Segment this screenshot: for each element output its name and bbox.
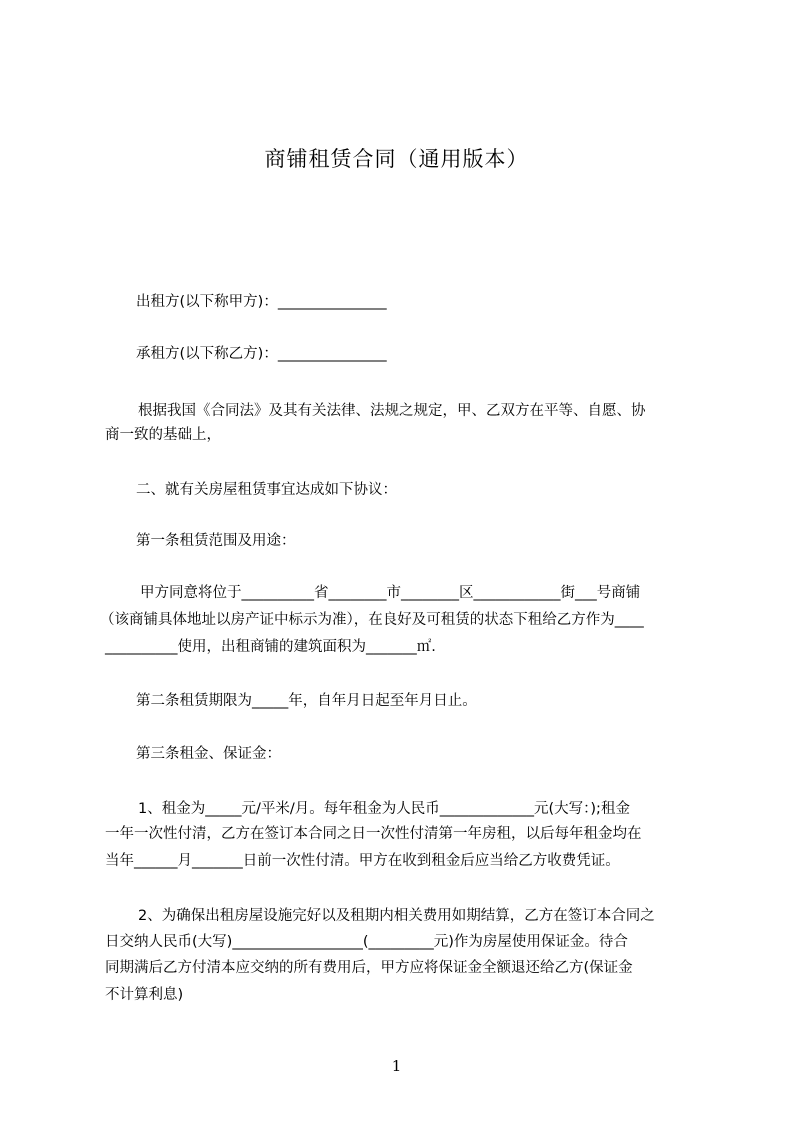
rent-clause-line-2: 一年一次性付清，乙方在签订本合同之日一次性付清第一年房租，以后每年租金均在 [105,826,642,842]
lessor-line: 出租方(以下称甲方)：_______________ [136,294,387,310]
rent-clause-line-3: 当年______月_______日前一次性付清。甲方在收到租金后应当给乙方收费凭证。 [105,853,620,869]
article-one-line-2: （该商铺具体地址以房产证中标示为准），在良好及可租赁的状态下租给乙方作为____ [100,612,644,628]
deposit-clause-line-4: 不计算利息) [105,987,184,1003]
deposit-clause-line-2: 日交纳人民币(大写)__________________(_________元)作为房屋使用保证金。待合 [105,934,628,950]
document-title: 商铺租赁合同（通用版本） [264,147,529,171]
section-two-heading: 二、就有关房屋租赁事宜达成如下协议： [136,482,397,498]
preamble-line-1: 根据我国《合同法》及其有关法律、法规之规定，甲、乙双方在平等、自愿、协 [138,403,646,419]
rent-clause-line-1: 1、租金为_____元/平米/月。每年租金为人民币_____________元(大写：);租金 [138,801,630,817]
deposit-clause-line-3: 同期满后乙方付清本应交纳的所有费用后，甲方应将保证金全额退还给乙方(保证金 [105,960,633,976]
article-two-line: 第二条租赁期限为_____年，自年月日起至年月日止。 [136,693,477,709]
preamble-line-2: 商一致的基础上， [105,427,221,443]
article-one-line-3: __________使用，出租商铺的建筑面积为_______㎡. [105,639,436,655]
page-number: 1 [391,1057,402,1075]
lessee-line: 承租方(以下称乙方)：_______________ [136,346,387,362]
article-three-heading: 第三条租金、保证金： [136,746,281,762]
deposit-clause-line-1: 2、为确保出租房屋设施完好以及租期内相关费用如期结算，乙方在签订本合同之 [138,908,655,924]
article-one-heading: 第一条租赁范围及用途： [136,533,296,549]
article-one-line-1: 甲方同意将位于__________省________市________区____________街___号商铺 [140,585,641,601]
